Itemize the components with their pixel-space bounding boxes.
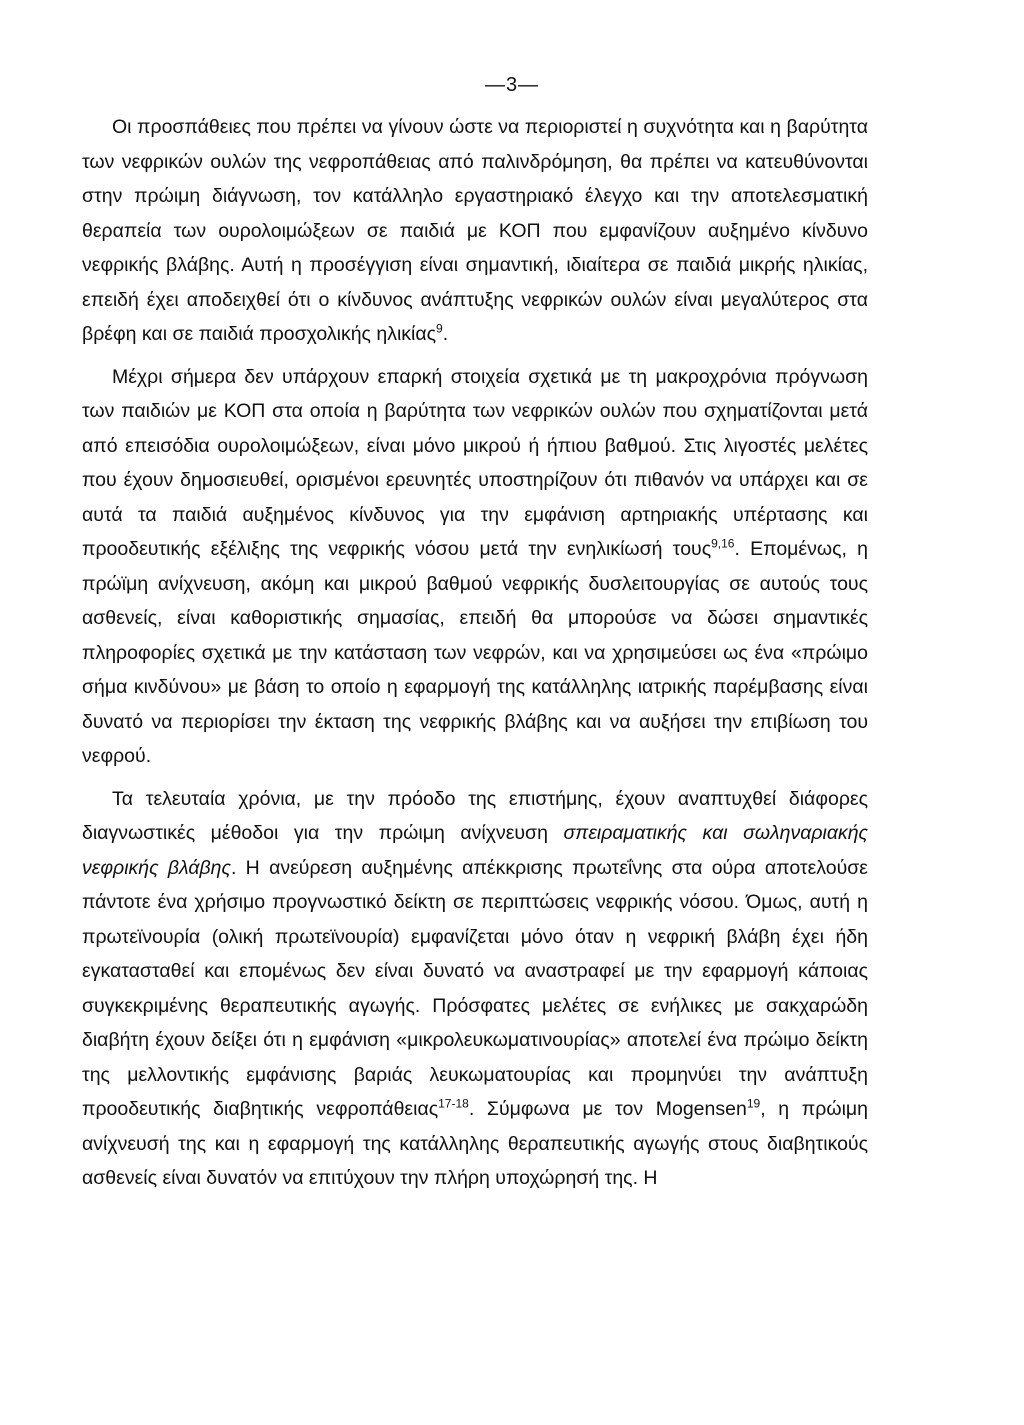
italic-text: σπειραματικής και σωληναριακής νεφρικής βλάβης [82, 822, 868, 879]
citation-superscript: 9 [436, 321, 443, 336]
page-number: —3— [484, 74, 540, 96]
paragraph-text: . [442, 323, 449, 345]
citation-superscript: 17-18 [438, 1096, 469, 1111]
citation-superscript: 9,16 [711, 536, 735, 551]
paragraph-text: , η πρώιμη ανίχνευσή της και η εφαρμογή της κατάλληλης θεραπευτικής αγωγής στους διαβητικούς ασθενείς είναι δυνατόν να επιτύχουν την πλήρη υποχώρησή της. Η [82, 1098, 868, 1189]
document-body [82, 110, 868, 1204]
paragraph-text: . Η ανεύρεση αυξημένης απέκκρισης πρωτεΐνης στα ούρα αποτελούσε πάντοτε ένα χρήσιμο προγνωστικό δείκτη σε περιπτώσεις νεφρικής νόσου. Όμως, αυτή η πρωτεϊνουρία (ολική πρωτεϊνουρία) εμφανίζεται μόνο όταν η νεφρική βλάβη έχει ήδη εγκατασταθεί και επομένως δεν είναι δυνατό να αναστραφεί με την εφαρμογή κάποιας συγκεκριμένης θεραπευτικής αγωγής. Πρόσφατες μελέτες σε ενήλικες με σακχαρώδη διαβήτη έχουν δείξει ότι η εμφάνιση «μικρολευκωματινουρίας» αποτελεί ένα πρώιμο δείκτη της μελλοντικής εμφάνισης βαριάς λευκωματουρίας και προμηνύει την ανάπτυξη προοδευτικής διαβητικής νεφροπάθειας [82, 856, 868, 1120]
paragraph-text: Οι προσπάθειες που πρέπει να γίνουν ώστε να περιοριστεί η συχνότητα και η βαρύτητα των νεφρικών ουλών της νεφροπάθειας από παλινδρόμηση, θα πρέπει να κατευθύνονται στην πρώιμη διάγνωση, τον κατάλληλο εργαστηριακό έλεγχο και την αποτελεσματική θεραπεία των ουρολοιμώξεων σε παιδιά με ΚΟΠ που εμφανίζουν αυξημένο κίνδυνο νεφρικής βλάβης. Αυτή η προσέγγιση είναι σημαντική, ιδιαίτερα σε παιδιά μικρής ηλικίας, επειδή έχει αποδειχθεί ότι ο κίνδυνος ανάπτυξης νεφρικών ουλών είναι μεγαλύτερος στα βρέφη και σε παιδιά προσχολικής ηλικίας [82, 116, 868, 345]
paragraph-text: . Σύμφωνα με τον Mogensen [468, 1098, 747, 1120]
paragraph-3 [82, 782, 868, 1196]
paragraph-1 [82, 110, 868, 352]
paragraph-text: . Επομένως, η πρώϊμη ανίχνευση, ακόμη και μικρού βαθμού νεφρικής δυσλειτουργίας σε αυτούς τους ασθενείς, είναι καθοριστικής σημασίας, επειδή θα μπορούσε να δώσει σημαντικές πληροφορίες σχετικά με την κατάσταση των νεφρών, και να χρησιμεύσει ως ένα «πρώιμο σήμα κινδύνου» με βάση το οποίο η εφαρμογή της κατάλληλης ιατρικής παρέμβασης είναι δυνατό να περιορίσει την έκταση της νεφρικής βλάβης και να αυξήσει την επιβίωση του νεφρού. [82, 538, 868, 767]
paragraph-2 [82, 360, 868, 774]
citation-superscript: 19 [746, 1096, 761, 1111]
paragraph-text: Μέχρι σήμερα δεν υπάρχουν επαρκή στοιχεία σχετικά με τη μακροχρόνια πρόγνωση των παιδιών με ΚΟΠ στα οποία η βαρύτητα των νεφρικών ουλών που σχηματίζονται μετά από επεισόδια ουρολοιμώξεων, είναι μόνο μικρού ή ήπιου βαθμού. Στις λιγοστές μελέτες που έχουν δημοσιευθεί, ορισμένοι ερευνητές υποστηρίζουν ότι πιθανόν να υπάρχει και σε αυτά τα παιδιά αυξημένος κίνδυνος για την εμφάνιση αρτηριακής υπέρτασης και προοδευτικής εξέλιξης της νεφρικής νόσου μετά την ενηλικίωσή τους [82, 365, 868, 560]
paragraph-text: Τα τελευταία χρόνια, με την πρόοδο της επιστήμης, έχουν αναπτυχθεί διάφορες διαγνωστικές μέθοδοι για την πρώιμη ανίχνευση [82, 787, 868, 844]
